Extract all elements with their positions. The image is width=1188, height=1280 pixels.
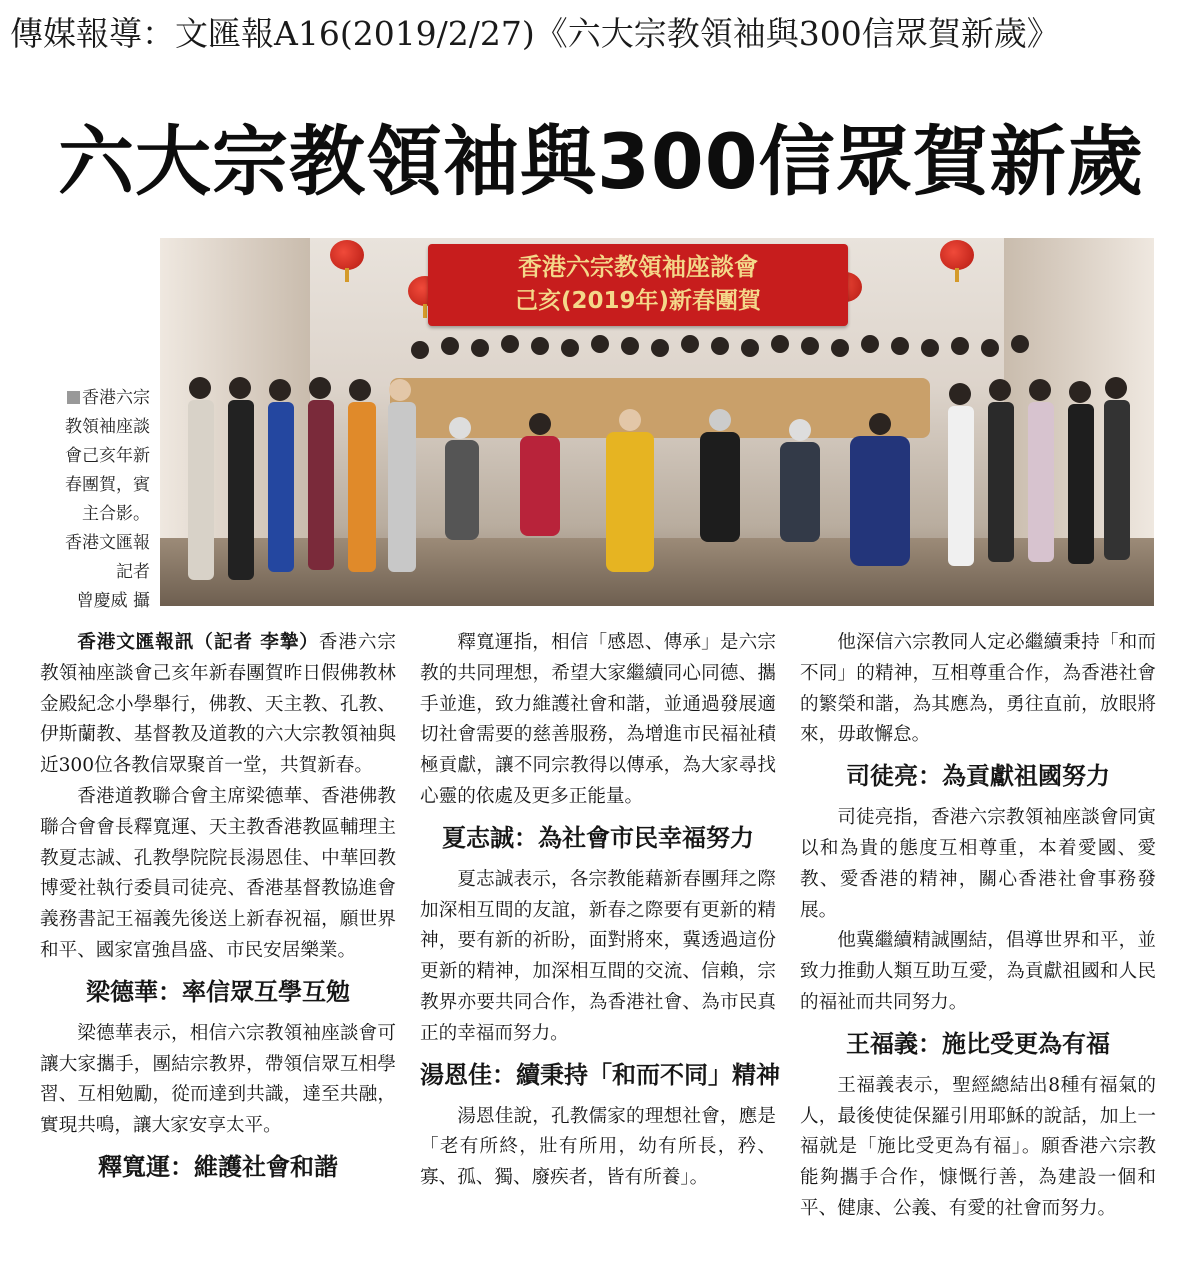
- square-bullet-icon: [67, 391, 80, 404]
- subheading: 梁德華：率信眾互學互勉: [86, 977, 350, 1006]
- caption-line: 香港文匯報: [65, 533, 150, 553]
- paragraph: 香港道教聯合會主席梁德華、香港佛教聯合會會長釋寬運、天主教香港教區輔理主教夏志誠、孔教學院院長湯恩佳、中華回教博愛社執行委員司徒亮、香港基督教協進會義務書記王福義先後送上新春祝福，願世界和平、國家富強昌盛、市民安居樂業。: [40, 785, 396, 961]
- photo-caption: [40, 384, 150, 616]
- paragraph: 司徒亮指，香港六宗教領袖座談會同寅以和為貴的態度互相尊重，本着愛國、愛教、愛香港的精神，關心香港社會事務發展。: [800, 807, 1156, 921]
- subheading: 釋寬運：維護社會和諧: [98, 1152, 338, 1181]
- paragraph: 釋寬運指，相信「感恩、傳承」是六宗教的共同理想，希望大家繼續同心同德、攜手並進，致力維護社會和諧，並通過發展適切社會需要的慈善服務，為增進市民福祉積極貢獻，讓不同宗教得以傳承，為大家尋找心靈的依處及更多正能量。: [420, 632, 776, 807]
- headline: 六大宗教領袖與300信眾賀新歲: [58, 117, 1144, 206]
- paragraph: 湯恩佳說，孔教儒家的理想社會，應是「老有所終，壯有所用，幼有所長，矜、寡、孤、獨、廢疾者，皆有所養」。: [420, 1105, 776, 1189]
- article-column-1: [40, 628, 396, 1194]
- caption-line: 香港六宗: [40, 384, 150, 413]
- caption-line: 春團賀，賓: [65, 475, 150, 495]
- paragraph: 梁德華表示，相信六宗教領袖座談會可讓大家攜手，團結宗教界，帶領信眾互相學習、互相勉勵，從而達到共識，達至共融，實現共鳴，讓大家安享太平。: [40, 1022, 396, 1137]
- banner-line-1: 香港六宗教領袖座談會: [518, 253, 758, 281]
- banner-line-2: 己亥(2019年)新春團賀: [514, 288, 762, 314]
- byline: 香港文匯報訊（記者 李摯）: [77, 632, 319, 653]
- paragraph: 他冀繼續精誠團結，倡導世界和平，並致力推動人類互助互愛，為貢獻祖國和人民的福祉而共同努力。: [800, 930, 1156, 1013]
- subheading: 湯恩佳：續秉持「和而不同」精神: [420, 1060, 780, 1089]
- caption-line: 會己亥年新: [65, 446, 150, 466]
- subheading: 王福義：施比受更為有福: [846, 1029, 1110, 1058]
- article-column-3: [800, 628, 1156, 1225]
- paragraph: 香港六宗教領袖座談會己亥年新春團賀昨日假佛教林金殿紀念小學舉行，佛教、天主教、孔教、伊斯蘭教、基督教及道教的六大宗教領袖與近300位各教信眾聚首一堂，共賀新春。: [40, 632, 396, 777]
- article-column-2: [420, 628, 780, 1194]
- paragraph: 王福義表示，聖經總結出8種有福氣的人，最後使徒保羅引用耶穌的說話，加上一福就是「施比受更為有福」。願香港六宗教能夠攜手合作，慷慨行善，為建設一個和平、健康、公義、有愛的社會而努力。: [800, 1074, 1156, 1219]
- group-photo: [160, 238, 1154, 606]
- caption-line: 記者: [116, 562, 150, 582]
- subheading: 夏志誠：為社會市民幸福努力: [442, 823, 754, 852]
- caption-line: 教領袖座談: [65, 417, 150, 437]
- paragraph: 他深信六宗教同人定必繼續秉持「和而不同」的精神，互相尊重合作，為香港社會的繁榮和諧，為其應為，勇往直前，放眼將來，毋敢懈怠。: [800, 632, 1156, 746]
- subheading: 司徒亮：為貢獻祖國努力: [846, 762, 1110, 791]
- source-line: 傳媒報導：文匯報A16(2019/2/27)《六大宗教領袖與300信眾賀新歲》: [10, 14, 1060, 53]
- caption-line: 曾慶威 攝: [76, 591, 150, 611]
- caption-line: 主合影。: [82, 504, 150, 524]
- paragraph: 夏志誠表示，各宗教能藉新春團拜之際加深相互間的友誼，新春之際要有更新的精神，要有新的祈盼，面對將來，冀透過這份更新的精神，加深相互間的交流、信賴，宗教界亦要共同合作，為香港社會、為市民真正的幸福而努力。: [420, 868, 776, 1044]
- crowd-illustration: [160, 238, 1154, 606]
